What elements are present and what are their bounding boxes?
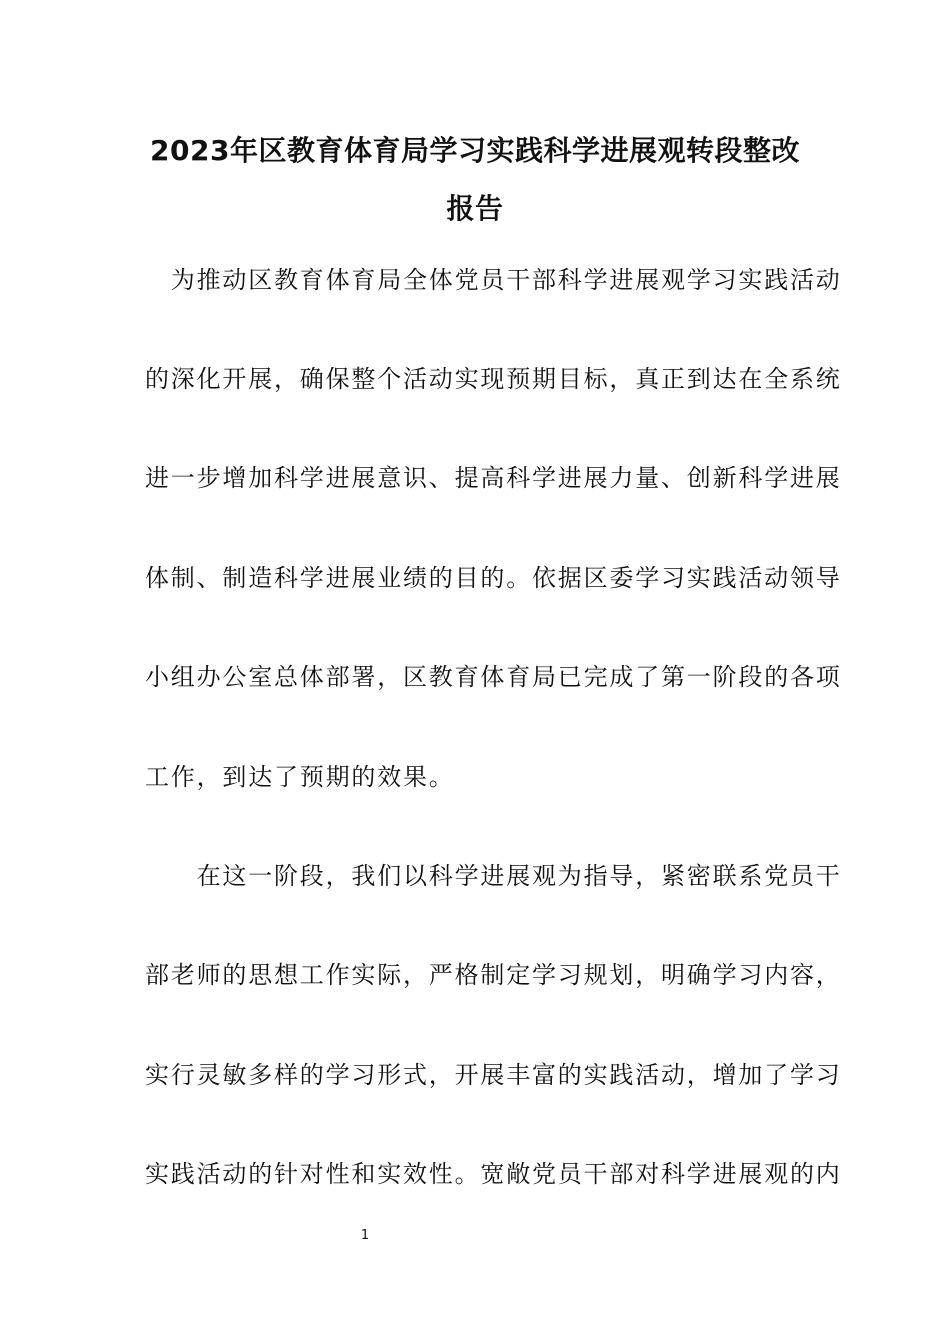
paragraph-line: 实行灵敏多样的学习形式，开展丰富的实践活动，增加了学习	[145, 1061, 842, 1089]
paragraph-line: 工作，到达了预期的效果。	[145, 763, 455, 791]
paragraph-line: 的深化开展，确保整个活动实现预期目标，真正到达在全系统	[145, 365, 842, 393]
paragraph-line: 小组办公室总体部署，区教育体育局已完成了第一阶段的各项	[145, 663, 842, 691]
paragraph-line: 实践活动的针对性和实效性。宽敞党员干部对科学进展观的内	[145, 1160, 842, 1188]
paragraph-line: 部老师的思想工作实际，严格制定学习规划，明确学习内容，	[145, 961, 842, 989]
paragraph-line: 进一步增加科学进展意识、提高科学进展力量、创新科学进展	[145, 464, 842, 492]
paragraph-line: 为推动区教育体育局全体党员干部科学进展观学习实践活动	[145, 266, 842, 294]
paragraph-line: 在这一阶段，我们以科学进展观为指导，紧密联系党员干	[145, 862, 842, 890]
page-number: 1	[360, 1228, 370, 1243]
paragraph-line: 体制、制造科学进展业绩的目的。依据区委学习实践活动领导	[145, 564, 842, 592]
document-title-line-2: 报告	[446, 192, 504, 225]
document-title-line-1: 2023年区教育体育局学习实践科学进展观转段整改	[150, 134, 800, 167]
